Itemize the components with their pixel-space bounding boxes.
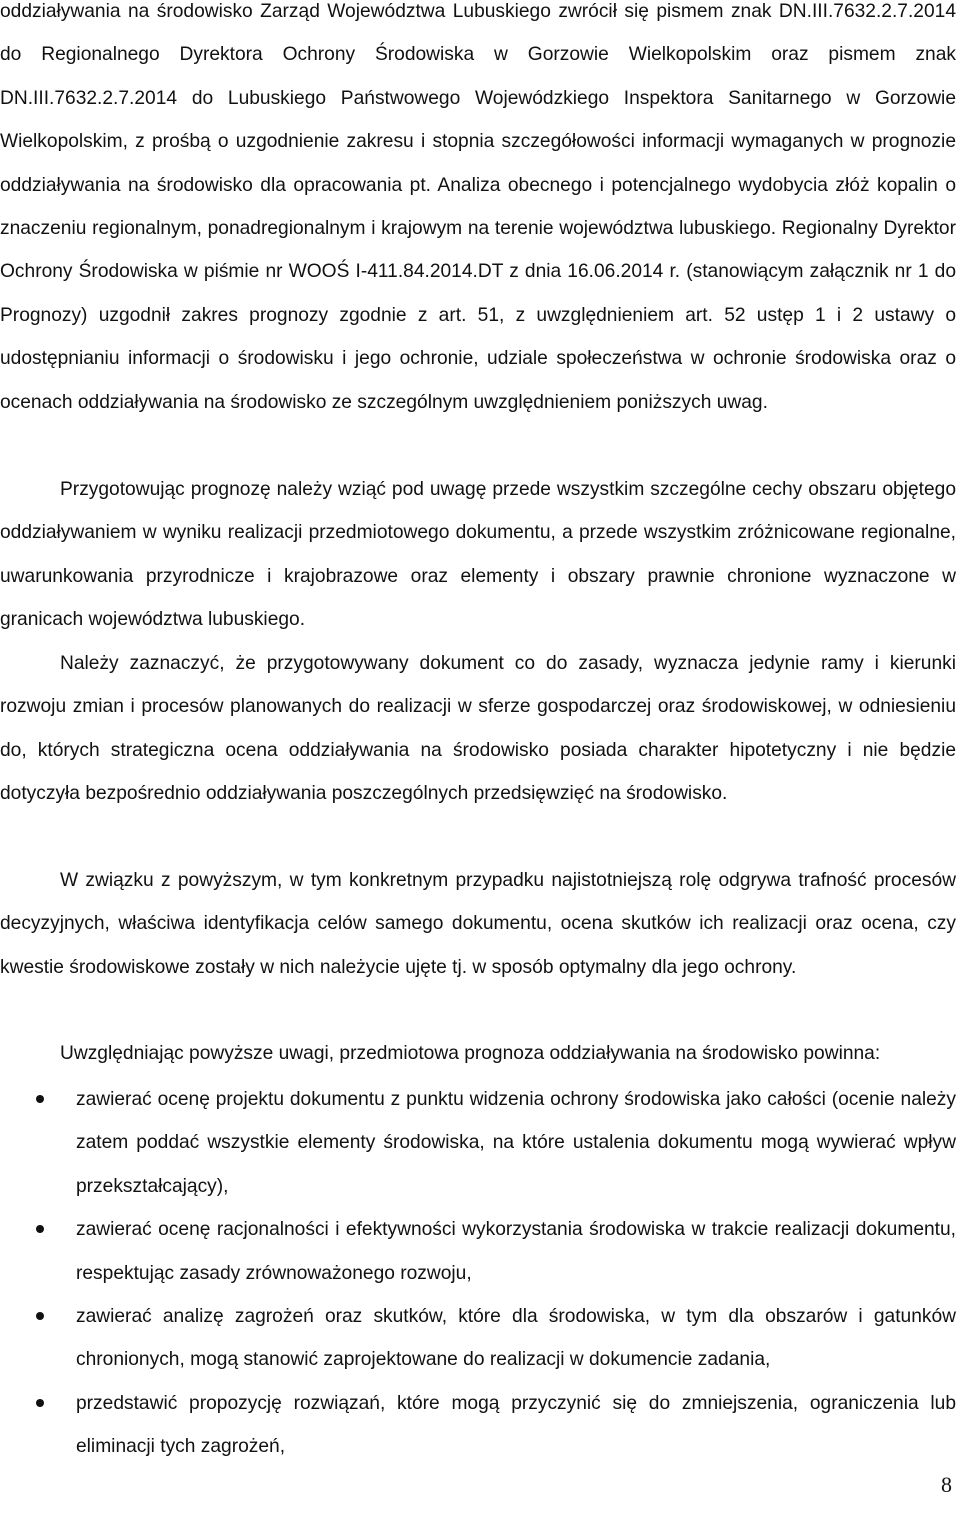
requirements-list bbox=[0, 1078, 956, 1469]
list-item bbox=[0, 1208, 956, 1295]
bullet-icon bbox=[36, 1312, 44, 1320]
paragraph-przygotowujac: Przygotowując prognozę należy wziąć pod uwagę przede wszystkim szczególne cechy obszaru objętego oddziaływaniem w wyniku realizacji przedmiotowego dokumentu, a przede wszystkim zróżnicowane regionalne, uwarunkowania przyrodnicze i krajobrazowe oraz elementy i obszary prawnie chronione wyznaczone w granicach województwa lubuskiego. bbox=[0, 479, 956, 631]
page-number: 8 bbox=[941, 1472, 952, 1497]
list-item-text: zawierać analizę zagrożeń oraz skutków, które dla środowiska, w tym dla obszarów i gatunków chronionych, mogą stanowić zaprojektowane do realizacji w dokumencie zadania, bbox=[76, 1306, 956, 1371]
paragraph-uwzgledniajac: Uwzględniając powyższe uwagi, przedmiotowa prognoza oddziaływania na środowisko powinna: bbox=[60, 1043, 881, 1064]
paragraph-w-zwiazku: W związku z powyższym, w tym konkretnym przypadku najistotniejszą rolę odgrywa trafność procesów decyzyjnych, właściwa identyfikacja celów samego dokumentu, ocena skutków ich realizacji oraz ocena, czy kwestie środowiskowe zostały w nich należycie ujęte tj. w sposób optymalny dla jego ochrony. bbox=[0, 870, 956, 978]
bullet-icon bbox=[36, 1095, 44, 1103]
paragraph-nalezy-zaznaczyc: Należy zaznaczyć, że przygotowywany dokument co do zasady, wyznacza jedynie ramy i kierunki rozwoju zmian i procesów planowanych do realizacji w sferze gospodarczej oraz środowiskowej, w odniesieniu do, których strategiczna ocena oddziaływania na środowisko posiada charakter hipotetyczny i nie będzie dotyczyła bezpośrednio oddziaływania poszczególnych przedsięwzięć na środowisko. bbox=[0, 653, 956, 805]
list-item bbox=[0, 1078, 956, 1208]
list-item bbox=[0, 1382, 956, 1469]
list-item-text: zawierać ocenę projektu dokumentu z punktu widzenia ochrony środowiska jako całości (ocenie należy zatem poddać wszystkie elementy środowiska, na które ustalenia dokumentu mogą wywierać wpływ przekształcający), bbox=[76, 1089, 956, 1197]
bullet-icon bbox=[36, 1399, 44, 1407]
bullet-icon bbox=[36, 1225, 44, 1233]
list-item-text: zawierać ocenę racjonalności i efektywności wykorzystania środowiska w trakcie realizacji dokumentu, respektując zasady zrównoważonego rozwoju, bbox=[76, 1219, 956, 1284]
list-item-text: przedstawić propozycję rozwiązań, które mogą przyczynić się do zmniejszenia, ograniczenia lub eliminacji tych zagrożeń, bbox=[76, 1392, 956, 1458]
paragraph-intro: oddziaływania na środowisko Zarząd Województwa Lubuskiego zwrócił się pismem znak DN.III.7632.2.7.2014 do Regionalnego Dyrektora Ochrony Środowiska w Gorzowie Wielkopolskim oraz pismem znak DN.III.7632.2.7.2014 do Lubuskiego Państwowego Wojewódzkiego Inspektora Sanitarnego w Gorzowie Wielkopolskim, z prośbą o uzgodnienie zakresu i stopnia szczegółowości informacji wymaganych w prognozie oddziaływania na środowisko dla opracowania pt. Analiza obecnego i potencjalnego wydobycia złóż kopalin o znaczeniu regionalnym, ponadregionalnym i krajowym na terenie województwa lubuskiego. Regionalny Dyrektor Ochrony Środowiska w piśmie nr WOOŚ I-411.84.2014.DT z dnia 16.06.2014 r. (stanowiącym załącznik nr 1 do Prognozy) uzgodnił zakres prognozy zgodnie z art. 51, z uwzględnieniem art. 52 ustęp 1 i 2 ustawy o udostępnianiu informacji o środowisku i jego ochronie, udziale społeczeństwa w ochronie środowiska oraz o ocenach oddziaływania na środowisko ze szczególnym uwzględnieniem poniższych uwag. bbox=[0, 1, 956, 413]
list-item bbox=[0, 1295, 956, 1382]
